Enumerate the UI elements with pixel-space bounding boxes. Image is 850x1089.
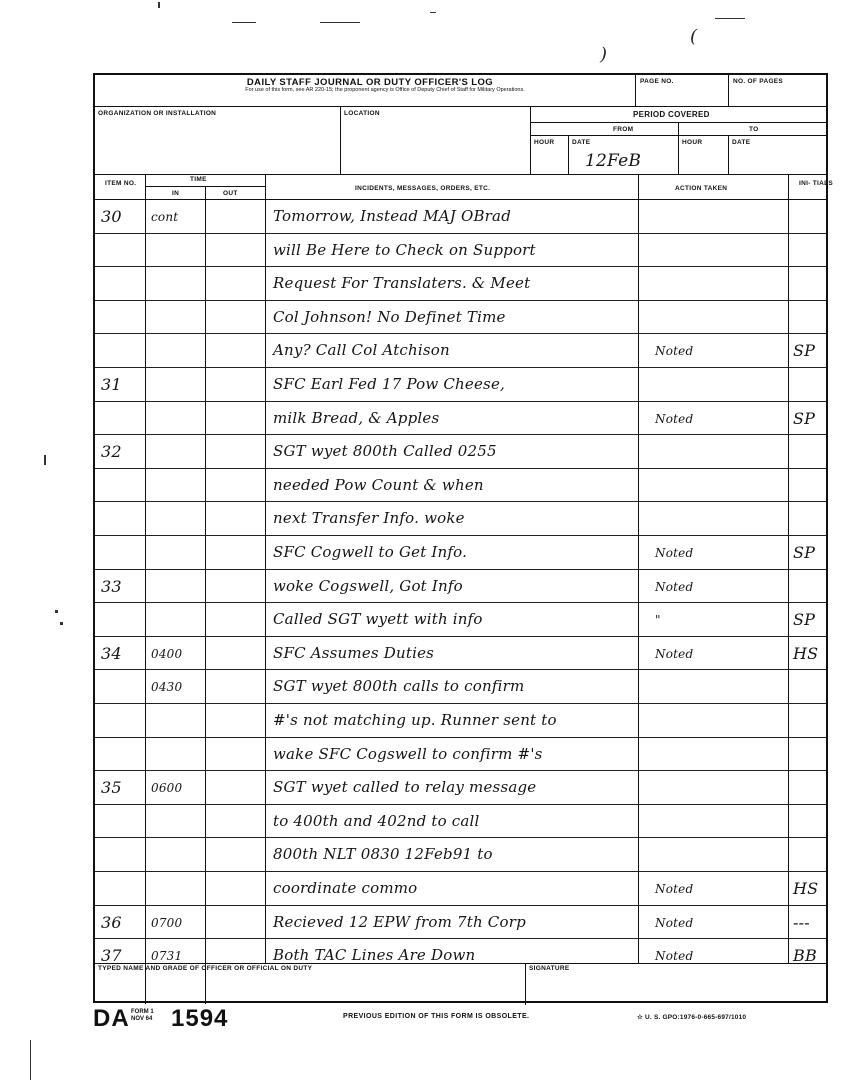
form-title: DAILY STAFF JOURNAL OR DUTY OFFICER'S LOG <box>246 77 494 88</box>
initials-label: INI- TIALS <box>799 180 834 187</box>
initials: HS <box>793 643 819 663</box>
row-divider <box>95 569 826 570</box>
page-mark <box>44 455 46 465</box>
item-number: 30 <box>101 207 122 226</box>
incident-text: woke Cogswell, Got Info <box>273 576 463 595</box>
location-label: LOCATION <box>344 110 380 117</box>
incident-text: SGT wyet 800th calls to confirm <box>273 677 525 696</box>
incident-text: 800th NLT 0830 12Feb91 to <box>273 845 493 864</box>
typed-name-label: TYPED NAME AND GRADE OF OFFICER OR OFFICIAL ON DUTY <box>98 965 313 972</box>
from-hour-label: HOUR <box>534 139 555 146</box>
incident-text: Tomorrow, Instead MAJ OBrad <box>273 207 512 225</box>
incidents-label: INCIDENTS, MESSAGES, ORDERS, ETC. <box>355 185 491 192</box>
row-divider <box>95 770 826 771</box>
no-of-pages-label: NO. OF PAGES <box>733 78 784 85</box>
row-divider <box>95 871 826 872</box>
from-label: FROM <box>613 126 634 133</box>
action-taken: Noted <box>655 882 694 896</box>
action-taken: Noted <box>655 579 694 594</box>
signature-label: SIGNATURE <box>529 965 570 972</box>
row-divider <box>95 938 826 939</box>
incident-text: Col Johnson! No Definet Time <box>273 307 506 326</box>
time-label: TIME <box>190 176 207 183</box>
form-title-note: For use of this form, see AR 220-15; the proponent agency is Office of Deputy Chief of Staff for Military Operations. <box>245 87 525 93</box>
row-divider <box>95 233 826 234</box>
row-divider <box>95 501 826 502</box>
incident-text: SFC Earl Fed 17 Pow Cheese, <box>273 375 506 393</box>
incident-text: SGT wyet 800th Called 0255 <box>273 442 497 461</box>
page-mark <box>55 610 58 613</box>
initials: --- <box>793 912 810 932</box>
action-taken: Noted <box>655 949 694 964</box>
previous-edition-note: PREVIOUS EDITION OF THIS FORM IS OBSOLETE. <box>343 1013 530 1020</box>
action-taken: Noted <box>655 411 694 426</box>
form-number: 1594 <box>171 1005 229 1032</box>
from-date-value: 12FeB <box>585 151 642 171</box>
row-divider <box>95 266 826 267</box>
time-in-label: IN <box>172 190 180 197</box>
action-taken: Noted <box>655 344 694 359</box>
time-out-label: OUT <box>223 190 238 197</box>
row-divider <box>95 837 826 838</box>
row-divider <box>95 468 826 469</box>
incident-text: to 400th and 402nd to call <box>273 811 480 830</box>
to-label: TO <box>749 126 759 133</box>
duty-log-form <box>93 73 834 1003</box>
item-number: 35 <box>101 778 122 798</box>
page-mark <box>715 18 745 19</box>
item-number: 34 <box>101 643 122 663</box>
row-divider <box>95 401 826 402</box>
item-number: 31 <box>101 375 122 394</box>
action-taken: Noted <box>655 546 694 560</box>
row-divider <box>95 602 826 603</box>
initials: BB <box>793 946 817 966</box>
page-mark <box>232 22 256 23</box>
row-divider <box>95 804 826 805</box>
item-number: 36 <box>101 912 122 932</box>
incident-text: next Transfer Info. woke <box>273 509 465 528</box>
initials: SP <box>793 341 816 361</box>
organization-label: ORGANIZATION OR INSTALLATION <box>98 110 217 117</box>
incident-text: Recieved 12 EPW from 7th Corp <box>273 912 526 931</box>
row-divider <box>95 300 826 301</box>
incident-text: will Be Here to Check on Support <box>273 240 536 259</box>
period-covered-label: PERIOD COVERED <box>633 110 710 119</box>
page-no-label: PAGE NO. <box>640 78 674 85</box>
row-divider <box>95 669 826 670</box>
row-divider <box>95 535 826 536</box>
row-divider <box>95 703 826 704</box>
item-no-label: ITEM NO. <box>105 180 137 187</box>
initials: SP <box>793 610 816 630</box>
action-taken: " <box>655 613 661 628</box>
time-in: 0700 <box>151 915 183 930</box>
incident-text: Both TAC Lines Are Down <box>273 946 476 965</box>
action-taken-label: ACTION TAKEN <box>675 185 728 192</box>
to-hour-label: HOUR <box>682 139 703 146</box>
initials: SP <box>793 408 816 428</box>
row-divider <box>95 905 826 906</box>
incident-text: Request For Translaters. & Meet <box>273 274 531 293</box>
time-in: 0600 <box>151 781 183 796</box>
page-mark <box>320 22 360 23</box>
time-in: 0400 <box>151 646 183 661</box>
page-mark: ) <box>600 44 608 65</box>
da-label: DA <box>93 1005 130 1032</box>
item-number: 37 <box>101 946 122 966</box>
incident-text: SFC Cogwell to Get Info. <box>273 543 468 561</box>
action-taken: Noted <box>655 915 694 930</box>
initials: SP <box>793 543 816 562</box>
time-in: 0430 <box>151 680 183 695</box>
row-divider <box>95 367 826 368</box>
row-divider <box>95 333 826 334</box>
form-label: FORM 1 NOV 64 <box>131 1009 154 1022</box>
page-mark <box>430 12 436 13</box>
time-in: cont <box>151 210 179 224</box>
page-mark <box>60 622 63 625</box>
incident-text: coordinate commo <box>273 879 418 897</box>
page-mark <box>30 1040 31 1080</box>
incident-text: #'s not matching up. Runner sent to <box>273 711 557 729</box>
gpo-note: ☆ U. S. GPO:1976-0-665-697/1010 <box>637 1014 747 1021</box>
page-mark <box>158 2 160 8</box>
incident-text: SGT wyet called to relay message <box>273 778 537 797</box>
incident-text: wake SFC Cogswell to confirm #'s <box>273 744 543 763</box>
row-divider <box>95 737 826 738</box>
incident-text: SFC Assumes Duties <box>273 643 435 662</box>
incident-text: Called SGT wyett with info <box>273 610 483 629</box>
row-divider <box>95 434 826 435</box>
item-number: 32 <box>101 442 122 462</box>
time-in: 0731 <box>151 949 183 964</box>
incident-text: milk Bread, & Apples <box>273 408 440 427</box>
item-number: 33 <box>101 576 122 596</box>
page-mark: ( <box>690 26 698 47</box>
to-date-label: DATE <box>732 139 751 146</box>
incident-text: Any? Call Col Atchison <box>273 341 450 360</box>
from-date-label: DATE <box>572 139 591 146</box>
initials: HS <box>793 879 819 898</box>
incident-text: needed Pow Count & when <box>273 475 484 494</box>
row-divider <box>95 636 826 637</box>
action-taken: Noted <box>655 646 694 661</box>
